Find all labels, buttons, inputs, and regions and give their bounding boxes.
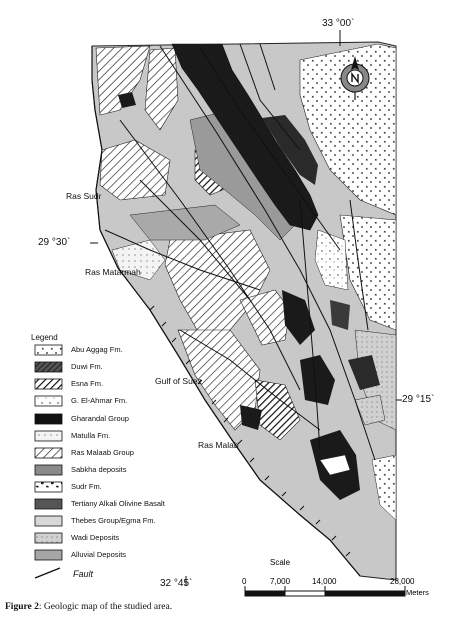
- legend-label: Thebes Group/Egma Fm.: [71, 516, 156, 525]
- scale-tick-label: 14,000: [312, 577, 337, 586]
- scale-title: Scale: [270, 558, 291, 567]
- figure-caption: [5, 602, 172, 612]
- legend-item: [35, 395, 225, 409]
- coord-right: 29 °15`: [402, 394, 435, 405]
- scale-tick-label: 0: [242, 577, 247, 586]
- legend-label: Sudr Fm.: [71, 482, 102, 491]
- legend-item: [35, 378, 225, 392]
- scale-tick-label: 28,000: [390, 577, 415, 586]
- legend-item: [35, 447, 225, 461]
- legend-item: [35, 344, 225, 358]
- scale-bar: [245, 586, 405, 596]
- legend-item: [35, 532, 225, 546]
- legend-label: Abu Aggag Fm.: [71, 345, 123, 354]
- legend-item: [35, 515, 225, 529]
- place-ras-malab: Ras Malab: [198, 440, 239, 450]
- legend-title: Legend: [31, 333, 58, 342]
- legend-label: G. El-Ahmar Fm.: [71, 396, 128, 405]
- legend-item: [35, 361, 225, 375]
- scale-tick-label: 7,000: [270, 577, 291, 586]
- legend-label: Tertiany Alkali Olivine Basalt: [71, 499, 165, 508]
- legend-label: Alluvial Deposits: [71, 550, 127, 559]
- coord-bottom: 32 °45`: [160, 578, 193, 589]
- legend-item: [35, 498, 225, 512]
- legend-item-fault: [35, 568, 225, 582]
- caption-label: Figure 2: [5, 602, 39, 612]
- legend-label: Sabkha deposits: [71, 465, 127, 474]
- legend-label: Fault: [73, 569, 94, 579]
- legend-item: [35, 549, 225, 563]
- place-ras-sudr: Ras Sudr: [66, 191, 102, 201]
- legend-item: [35, 481, 225, 495]
- legend-item: [35, 430, 225, 444]
- legend-label: Matulla Fm.: [71, 431, 111, 440]
- caption-text: : Geologic map of the studied area.: [38, 602, 173, 612]
- legend-label: Ras Malaab Group: [71, 448, 134, 457]
- legend-label: Wadi Deposits: [71, 533, 120, 542]
- coord-left: 29 °30`: [38, 237, 71, 248]
- legend-item: [35, 464, 225, 478]
- coord-top: 33 °00`: [322, 18, 355, 29]
- legend-item: [35, 413, 225, 427]
- place-gulf-of-suez: Gulf of Suez: [155, 376, 202, 386]
- place-ras-matarmah: Ras Matarmah: [85, 267, 141, 277]
- legend-label: Esna Fm.: [71, 379, 104, 388]
- legend-label: Gharandal Group: [71, 414, 129, 423]
- scale-unit: Meters: [406, 588, 429, 597]
- legend-label: Duwi Fm.: [71, 362, 103, 371]
